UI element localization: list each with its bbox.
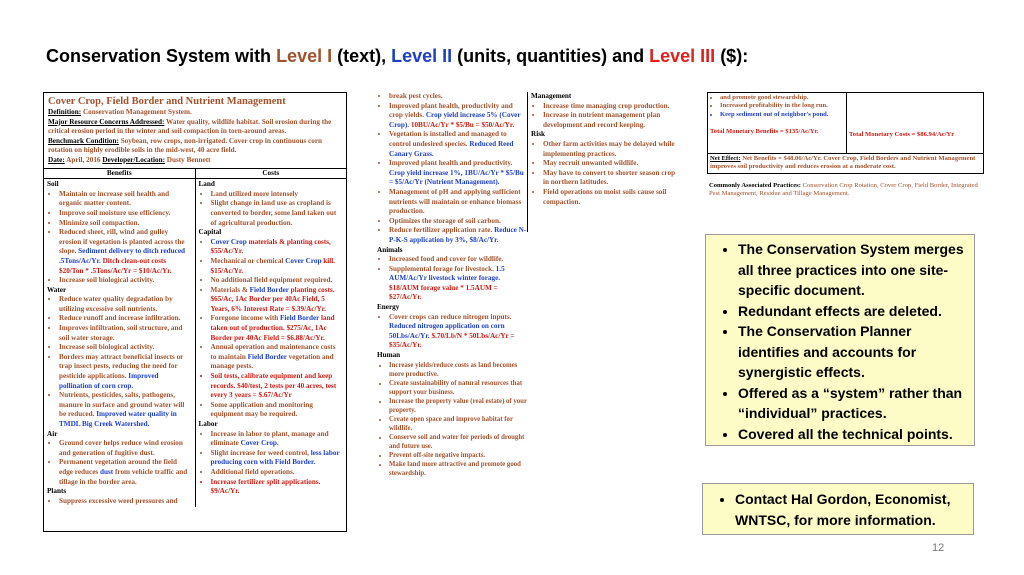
associated-practices: Commonly Associated Practices: Conservation Crop Rotation, Cover Crop, Field Border, Integrated Pest Management, Residue and Tillage Management. <box>709 182 978 198</box>
list-item: • Materials & Field Border planting costs. $65/Ac, 1Ac Border per 40Ac Field, 5 Years, 6% Interest Rate = $.39/Ac/Yr. <box>211 286 344 315</box>
slide-title: Conservation System with Level I (text), Level II (units, quantities) and Level III ($): <box>46 46 749 66</box>
list-item: • Permanent vegetation around the field edge reduces dust from vehicle traffic and tillage in the border area. <box>59 458 192 487</box>
list-item: • Ground cover helps reduce wind erosion and generation of fugitive dust. <box>59 439 192 458</box>
list-item: • Cover Crop materials & planting costs, $55/Ac/Yr. <box>211 238 344 257</box>
list-item: • Increase soil biological activity. <box>59 276 192 286</box>
list-item: • Keep sediment out of neighbor's pond. <box>720 111 844 119</box>
list-item: • Increase in nutrient management plan development and record keeping. <box>543 111 677 130</box>
list-item: • Land utilized more intensely <box>211 190 344 200</box>
conservation-system-callout <box>705 234 975 446</box>
section-air: Air <box>47 429 58 438</box>
title-level-1: Level I <box>276 46 333 66</box>
net-effect: Net Effect: Net Benefits = $48.06/Ac/Yr. Cover Crop, Field Borders and Nutrient Management improves soil productivity and reduces erosion at a moderate cost. <box>710 155 976 171</box>
costs-column <box>195 179 346 508</box>
section-human: Human <box>377 351 401 360</box>
list-item: • Suppress excessive weed pressures and <box>59 497 192 507</box>
section-soil: Soil <box>47 180 59 189</box>
section-plants: Plants <box>47 487 67 496</box>
title-level-2: Level II <box>391 46 453 66</box>
list-item: • Increased food and cover for wildlife. <box>389 255 527 265</box>
list-item: • Some application and monitoring equipment may be required. <box>211 401 344 420</box>
list-item: • Cover crops can reduce nitrogen inputs. Reduced nitrogen application on corn 50Lbs/Ac/Yr. $.70/Lb/N * 50Lbs/Ac/Yr = $35/Ac/Yr. <box>389 313 527 351</box>
list-item: • Increase in labor to plant, manage and eliminate Cover Crop. <box>211 430 344 449</box>
section-labor: Labor <box>198 420 218 428</box>
list-item: • Slight change in land use as cropland is converted to border, some land taken out of agricultural production. <box>211 199 344 228</box>
list-item: • and promote good stewardship. <box>720 94 844 102</box>
list-item: • Reduce water quality degradation by utilizing excessive soil nutrients. <box>59 295 192 314</box>
section-energy: Energy <box>377 303 400 312</box>
list-item: • Supplemental forage for livestock. 1.5 AUM/Ac/Yr livestock winter forage. $18/AUM forage value * 1.5AUM = $27/Ac/Yr. <box>389 265 527 303</box>
list-item: • Prevent off-site negative impacts. <box>389 451 527 460</box>
list-item: • Increase time managing crop production. <box>543 102 677 112</box>
list-item: • Management of pH and applying sufficient nutrients will maintain or enhance biomass production. <box>389 188 527 217</box>
benefits-header: Benefits <box>44 168 195 179</box>
list-item: • Improved plant health, productivity and crop yields. Crop yield increase 5% (Cover Crop). 10BU/Ac/Yr * $5/Bu = $50/Ac/Yr. <box>389 102 527 131</box>
list-item: • Borders may attract beneficial insects or trap insect pests, reducing the need for pesticide applications. Improved pollination of corn crop. <box>59 353 192 391</box>
benefits-costs-table <box>44 168 346 508</box>
list-item: • Reduce fertilizer application rate. Reduce N-P-K-S application by 3%, $8/Ac/Yr. <box>389 226 527 245</box>
list-item: • Other farm activities may be delayed while implementing practices. <box>543 140 677 159</box>
list-item: • Increase yields/reduce costs as land becomes more productive. <box>389 361 527 379</box>
list-item: • Soil tests, calibrate equipment and keep records. $40/test, 2 tests per 40 acres, test every 3 years = $.67/Ac/Yr <box>211 372 344 401</box>
benefits-continued-column <box>377 92 527 478</box>
list-item: • Improved plant health and productivity. Crop yield increase 1%, 1BU/Ac/Yr * $5/Bu = $5/Ac/Yr (Nutrient Management). <box>389 159 527 188</box>
contact-text: • Contact Hal Gordon, Economist, WNTSC, for more information. <box>735 489 967 530</box>
list-item: • May have to convert to shorter season crop in northern latitudes. <box>543 169 677 188</box>
summary-table <box>707 92 984 174</box>
list-item: • Minimize soil compaction. <box>59 219 192 229</box>
section-land: Land <box>198 180 215 189</box>
list-item: • Foregone income with Field Border land taken out of production. $275/Ac, 1Ac Border per 40Ac Field = $6.88/Ac/Yr. <box>211 314 344 343</box>
definition-line: Definition: Conservation Management System. <box>48 108 192 116</box>
callout-item: • Covered all the technical points. <box>738 424 968 445</box>
total-costs: Total Monetary Costs = $86.94/Ac/Yr <box>849 131 955 138</box>
list-item: • Make land more attractive and promote good stewardship. <box>389 460 527 478</box>
conservation-document <box>43 92 347 532</box>
section-animals: Animals <box>377 245 403 254</box>
list-item: • May recruit unwanted wildlife. <box>543 159 677 169</box>
list-item: • Maintain or increase soil health and organic matter content. <box>59 190 192 209</box>
list-item: • Reduced sheet, rill, wind and gulley erosion if vegetation is planted across the slope. Sediment delivery to ditch reduced .5Tons/Ac/Yr. Ditch clean-out costs $20/Ton * .5Tons/Ac/Yr = $10/Ac/Yr. <box>59 228 192 276</box>
benefits-column <box>44 179 195 508</box>
date-line: Date: April, 2016 Developer/Location: Dusty Bennett <box>48 155 211 164</box>
list-item: • Vegetation is installed and managed to control undesired species. Reduced Reed Canary Grass. <box>389 130 527 159</box>
section-water: Water <box>47 285 67 294</box>
list-item: • Improve soil moisture use efficiency. <box>59 209 192 219</box>
section-management: Management <box>531 92 572 100</box>
list-item: • Improves infiltration, soil structure, and soil water storage. <box>59 324 192 343</box>
costs-continued-column <box>527 92 677 232</box>
benefits-summary-cell <box>708 93 847 153</box>
list-item: • Slight increase for weed control, less labor producing corn with Field Border. <box>211 449 344 468</box>
document-title: Cover Crop, Field Border and Nutrient Management <box>48 96 286 107</box>
list-item: • Increased profitability in the long run. <box>720 102 844 110</box>
section-capital: Capital <box>198 228 222 237</box>
costs-header: Costs <box>195 168 346 179</box>
list-item: • Mechanical or chemical Cover Crop kill. $15/Ac/Yr. <box>211 257 344 276</box>
list-item: • Increase the property value (real estate) of your property. <box>389 397 527 415</box>
list-item: • Conserve soil and water for periods of drought and future use. <box>389 433 527 451</box>
list-item: • Annual operation and maintenance costs to maintain Field Border vegetation and manage pests. <box>211 343 344 372</box>
list-item: • Increase fertilizer split applications. $9/Ac/Yr. <box>211 478 344 497</box>
callout-item: • Redundant effects are deleted. <box>738 301 968 322</box>
list-item: • Field operations on moist soils cause soil compaction. <box>543 188 677 207</box>
callout-item: • The Conservation System merges all three practices into one site-specific document. <box>738 239 968 301</box>
title-level-3: Level III <box>649 46 716 66</box>
section-risk: Risk <box>531 130 545 139</box>
list-item: • Reduce runoff and increase infiltration. <box>59 314 192 324</box>
list-item: • Nutrients, pesticides, salts, pathogens, manure in surface and ground water will be reduced. Improved water quality in TMDL Big Creek Watershed. <box>59 391 192 429</box>
list-item: • No additional field equipment required. <box>211 276 344 286</box>
page-number: 12 <box>932 542 945 554</box>
concerns-line: Major Resource Concerns Addressed: Water quality, wildlife habitat. Soil erosion during the critical erosion period in the winter and soil compaction in torn-around areas. <box>48 117 332 136</box>
list-item: • Increase soil biological activity. <box>59 343 192 353</box>
document-header <box>44 93 346 168</box>
benchmark-line: Benchmark Condition: Soybean, row crops, non-irrigated. Cover crop in continuous corn rotation on highly erodible soils in the mid-west, 40 acre field. <box>48 136 323 155</box>
list-item: • Optimizes the storage of soil carbon. <box>389 217 527 227</box>
list-item: • break pest cycles. <box>389 92 527 102</box>
total-benefits: Total Monetary Benefits = $135/Ac/Yr. <box>710 128 819 136</box>
list-item: • Create sustainability of natural resources that support your business. <box>389 379 527 397</box>
callout-item: • Offered as a “system” rather than “individual” practices. <box>738 383 968 424</box>
contact-callout <box>702 483 974 535</box>
callout-item: • The Conservation Planner identifies and accounts for synergistic effects. <box>738 321 968 383</box>
list-item: • Create open space and improve habitat for wildlife. <box>389 415 527 433</box>
list-item: • Additional field operations. <box>211 468 344 478</box>
